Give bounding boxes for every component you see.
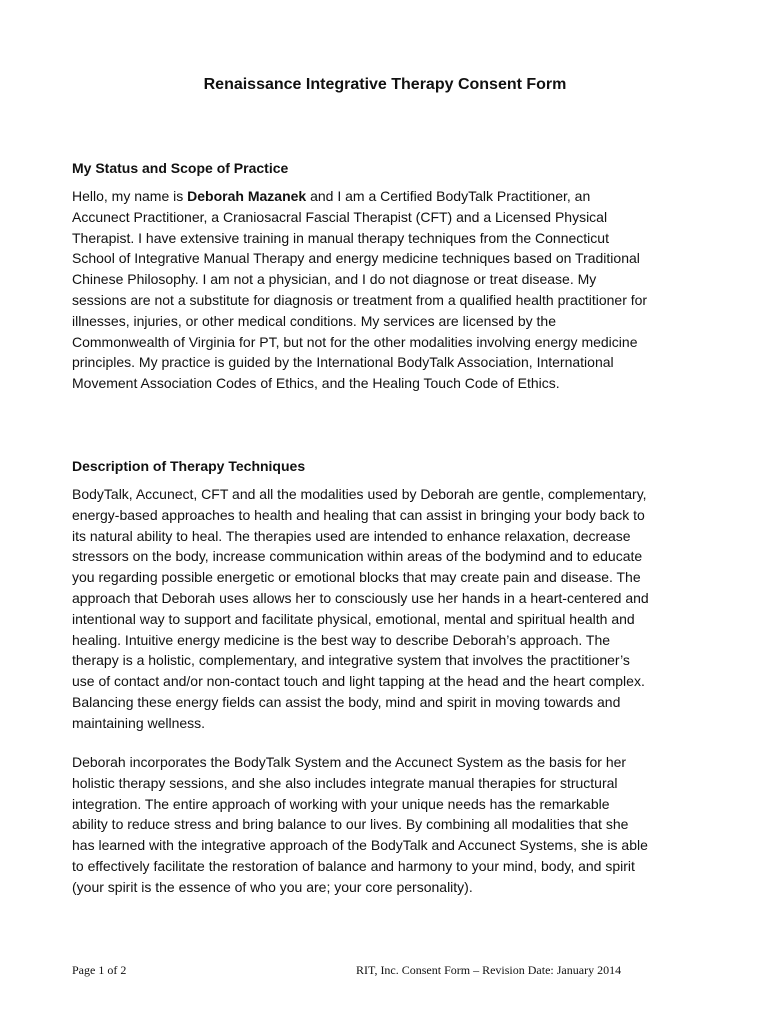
line-text: Hello, my name is: [72, 188, 188, 204]
paragraph-line: Chinese Philosophy. I am not a physician, and I do not diagnose or treat disease. My: [72, 271, 597, 288]
paragraph-line: illnesses, injuries, or other medical conditions. My services are licensed by the: [72, 312, 556, 329]
techniques-paragraph-1: [72, 484, 712, 734]
practitioner-name: Deborah Mazanek: [187, 188, 307, 204]
paragraph-line: stressors on the body, increase communication within areas of the bodymind and to educate: [72, 548, 643, 565]
section-heading-techniques: Description of Therapy Techniques: [72, 458, 306, 474]
techniques-paragraph-2: [72, 752, 712, 898]
paragraph-line: use of contact and/or non-contact touch and light tapping at the head and the heart complex.: [72, 673, 645, 690]
paragraph-line: its natural ability to heal. The therapies used are intended to enhance relaxation, decrease: [72, 527, 631, 544]
paragraph-line: Therapist. I have extensive training in manual therapy techniques from the Connecticut: [72, 229, 609, 246]
paragraph-line: maintaining wellness.: [72, 714, 206, 731]
paragraph-line: healing. Intuitive energy medicine is the best way to describe Deborah’s approach. The: [72, 631, 611, 648]
paragraph-line: principles. My practice is guided by the International BodyTalk Association, International: [72, 354, 614, 371]
paragraph-line: School of Integrative Manual Therapy and energy medicine techniques based on Traditional: [72, 250, 640, 267]
paragraph-line: BodyTalk, Accunect, CFT and all the modalities used by Deborah are gentle, complementary,: [72, 486, 647, 502]
paragraph-line: therapy is a holistic, complementary, and integrative system that involves the practitioner’s: [72, 652, 630, 669]
paragraph-line: ability to reduce stress and bring balance to our lives. By combining all modalities that she: [72, 816, 629, 833]
paragraph-line: you regarding possible energetic or emotional blocks that may create pain and disease. The: [72, 569, 641, 586]
paragraph-line: Accunect Practitioner, a Craniosacral Fascial Therapist (CFT) and a Licensed Physical: [72, 208, 608, 225]
paragraph-line: energy-based approaches to health and healing that can assist in bringing your body back to: [72, 506, 645, 523]
status-paragraph: [72, 186, 712, 394]
paragraph-line: integration. The entire approach of working with your unique needs has the remarkable: [72, 795, 610, 812]
paragraph-line: Commonwealth of Virginia for PT, but not for the other modalities involving energy medicine: [72, 333, 638, 350]
paragraph-line: approach that Deborah uses allows her to consciously use her hands in a heart-centered and: [72, 589, 649, 606]
footer-page-number: Page 1 of 2: [72, 963, 127, 977]
paragraph-line: has learned with the integrative approach of the BodyTalk and Accunect Systems, she is able: [72, 837, 648, 854]
paragraph-line: to effectively facilitate the restoration of balance and harmony to your mind, body, and spirit: [72, 857, 635, 874]
paragraph-line: Deborah incorporates the BodyTalk System and the Accunect System as the basis for her: [72, 754, 627, 770]
paragraph-line: Movement Association Codes of Ethics, and the Healing Touch Code of Ethics.: [72, 375, 560, 392]
paragraph-line: sessions are not a substitute for diagnosis or treatment from a qualified health practitioner for: [72, 291, 648, 308]
paragraph-line: intentional way to support and facilitate physical, emotional, mental and spiritual health and: [72, 610, 635, 627]
page-title: Renaissance Integrative Therapy Consent Form: [203, 76, 567, 93]
paragraph-line: (your spirit is the essence of who you are; your core personality).: [72, 878, 473, 895]
paragraph-line: Balancing these energy fields can assist the body, mind and spirit in moving towards and: [72, 693, 621, 710]
section-heading-status: My Status and Scope of Practice: [72, 160, 289, 176]
paragraph-line: holistic therapy sessions, and she also includes integrate manual therapies for structural: [72, 774, 618, 791]
footer-revision: RIT, Inc. Consent Form – Revision Date: January 2014: [356, 963, 622, 977]
line-text: and I am a Certified BodyTalk Practitioner, an: [306, 188, 591, 204]
paragraph-line: [72, 186, 712, 207]
